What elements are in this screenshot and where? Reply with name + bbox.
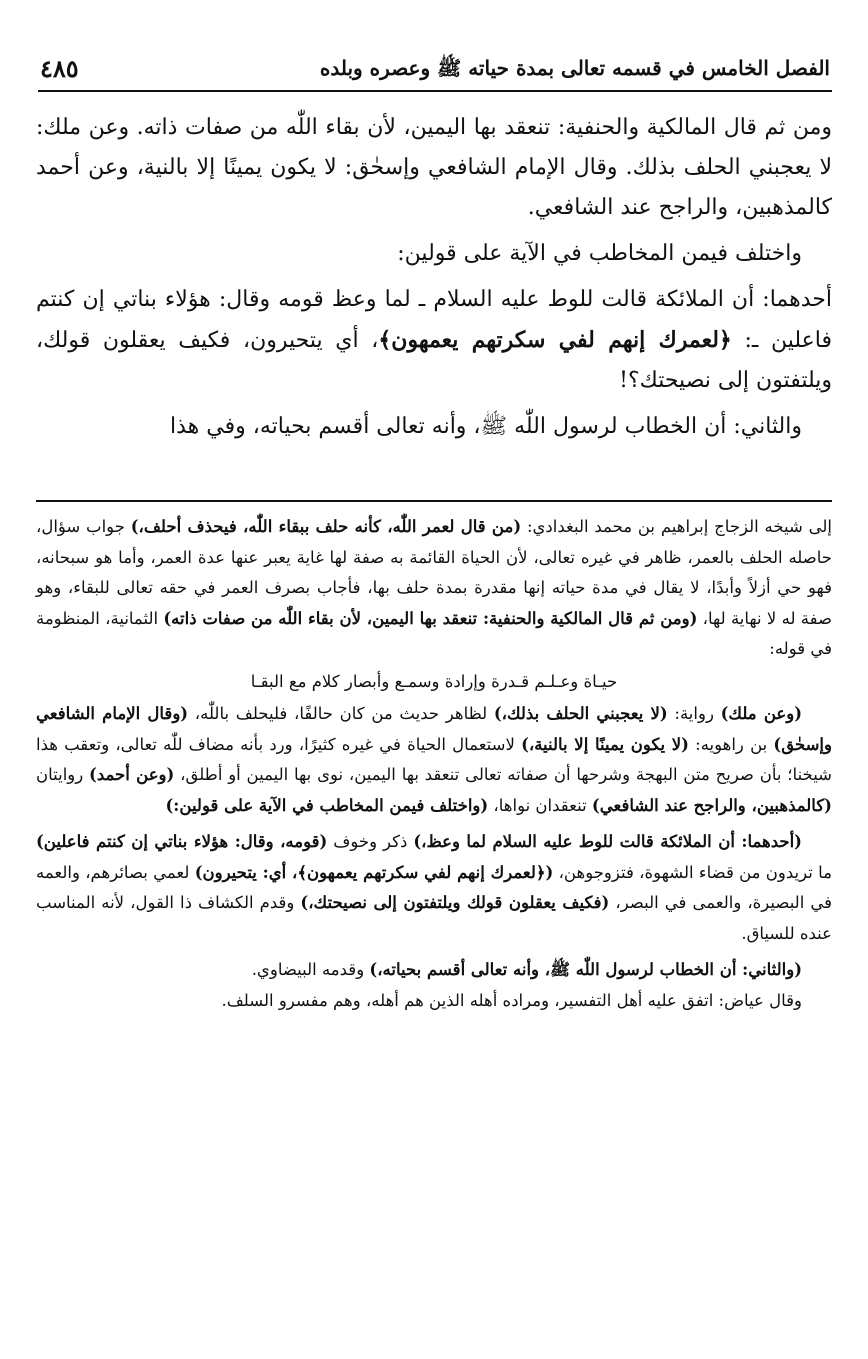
note-text: لعمي بصائرهم، والعمه في البصيرة، والعمى في البصر، (36, 862, 832, 912)
main-text (36, 108, 832, 447)
main-text-span: ، أي يتحيرون، فكيف يعقلون قولك، ويلتفتون إلى نصيحتك؟! (36, 328, 832, 393)
note-text: الثمانية، المنظومة في قوله: (36, 608, 832, 658)
main-paragraph-3 (36, 280, 832, 401)
quoted-text: (وعن ملك) (720, 704, 802, 723)
quoted-text: (ومن ثم قال المالكية والحنفية: تنعقد بها اليمين، لأن بقاء اللّٰه من صفات ذاته) (163, 608, 698, 628)
note-text: جواب سؤال، حاصله الحلف بالعمر، ظاهر في غيره تعالى، لأن الحياة القائمة به صفة لها غاية يعبر عنها عدة العمر، وأما هو سبحانه، فهو حي أزلاً وأبدًا، لا يقال في مدة حياته إنها مقدرة بمدة حلف بها، فأجاب بصرف العمر في حقه تعالى للبقاء، وهو صفة له لا نهاية لها، (36, 517, 832, 628)
main-paragraph-1 (36, 108, 832, 228)
poetry-verse: حيـاة وعـلـم قـدرة وإرادة وسمـع وأبصار كلام مع البقـا (250, 671, 618, 691)
page-number: ٤٨٥ (40, 54, 79, 83)
quoted-text: (لا يعجبني الحلف بذلك،) (493, 704, 668, 723)
quoted-text: (أحدهما: أن الملائكة قالت للوط عليه السلام لما وعظ،) (413, 832, 802, 851)
main-text-span: واختلف فيمن المخاطب في الآية على قولين: (397, 241, 802, 266)
commentary-paragraph-3 (36, 827, 832, 949)
commentary-paragraph-4 (36, 955, 832, 986)
chapter-title: الفصل الخامس في قسمه تعالى بمدة حياته ﷺ وعصره وبلده (319, 56, 830, 80)
main-text-span: والثاني: أن الخطاب لرسول اللّٰه ﷺ، وأنه تعالى أقسم بحياته، وفي هذا (170, 414, 802, 439)
quoted-text: (كالمذهبين، والراجح عند الشافعي) (591, 795, 832, 815)
quoted-text: (فكيف يعقلون قولك ويلتفتون إلى نصيحتك،) (300, 893, 610, 912)
quran-verse: ﴿لعمرك إنهم لفي سكرتهم يعمهون﴾ (378, 327, 732, 353)
main-paragraph-2 (36, 234, 832, 274)
footnote-divider (36, 500, 832, 502)
commentary (36, 512, 832, 1016)
note-text: وقال عياض: اتفق عليه أهل التفسير، ومراده أهله الذين هم أهله، وهم مفسرو السلف. (221, 990, 802, 1010)
quoted-text: (لا يكون يمينًا إلا بالنية،) (521, 734, 689, 754)
quoted-text: (وقال الإمام الشافعي وإسحٰق) (36, 704, 832, 754)
quoted-text: (قومه، وقال: هؤلاء بناتي إن كنتم فاعلين) (36, 832, 328, 851)
note-text: لاستعمال الحياة في غيره كثيرًا، ورد بأنه مضاف للّٰه تعالى، وتعقب هذا شيخنا؛ بأن صريح متن البهجة وشرحها أن صفاته تعالى تنعقد بها اليمين، نوى بها اليمين أو أطلق، (36, 734, 832, 784)
note-text: وقدمه البيضاوي. (251, 960, 370, 979)
quoted-text: (وعن أحمد) (89, 765, 175, 784)
main-text-span: أحدهما: أن الملائكة قالت للوط عليه السلام ـ لما وعظ قومه وقال: هؤلاء بناتي إن كنتم فاعلين ـ: (36, 287, 833, 353)
note-text: ذكر وخوف (327, 832, 414, 851)
note-text: إلى شيخه الزجاج إبراهيم بن محمد البغدادي: (521, 517, 833, 536)
main-paragraph-4 (36, 407, 832, 447)
note-text: رواية: (667, 704, 721, 723)
note-text: وقدم الكشاف ذا القول، لأنه المناسب عنده للسياق. (36, 893, 832, 943)
quoted-text: (من قال لعمر اللّٰه، كأنه حلف ببقاء اللّٰه، فيحذف أحلف،) (130, 517, 522, 536)
quoted-text: (والثاني: أن الخطاب لرسول اللّٰه ﷺ، وأنه تعالى أقسم بحياته،) (369, 960, 802, 979)
note-text: ما تريدون من قضاء الشهوة، فتزوجوهن، (553, 862, 832, 882)
commentary-paragraph-2 (36, 699, 832, 821)
quoted-text: (﴿لعمرك إنهم لفي سكرتهم يعمهون﴾، أي: يتحيرون) (194, 862, 554, 882)
note-text: روايتان (36, 765, 90, 784)
quoted-text: (واختلف فيمن المخاطب في الآية على قولين:) (165, 795, 489, 815)
note-text: تنعقدان نواها، (488, 795, 592, 815)
note-text: لظاهر حديث من كان حالفًا، فليحلف باللّٰه، (188, 704, 494, 723)
commentary-paragraph-5 (36, 986, 832, 1017)
main-text-span: ومن ثم قال المالكية والحنفية: تنعقد بها اليمين، لأن بقاء اللّٰه من صفات ذاته. وعن ملك: لا يعجبني الحلف بذلك. وقال الإمام الشافعي وإسحٰق: لا يكون يمينًا إلا بالنية، وعن أحمد كالمذهبين، والراجح عند الشافعي. (36, 115, 832, 220)
page-header (38, 50, 832, 92)
commentary-paragraph-1 (36, 512, 832, 665)
note-text: بن راهويه: (688, 734, 774, 754)
